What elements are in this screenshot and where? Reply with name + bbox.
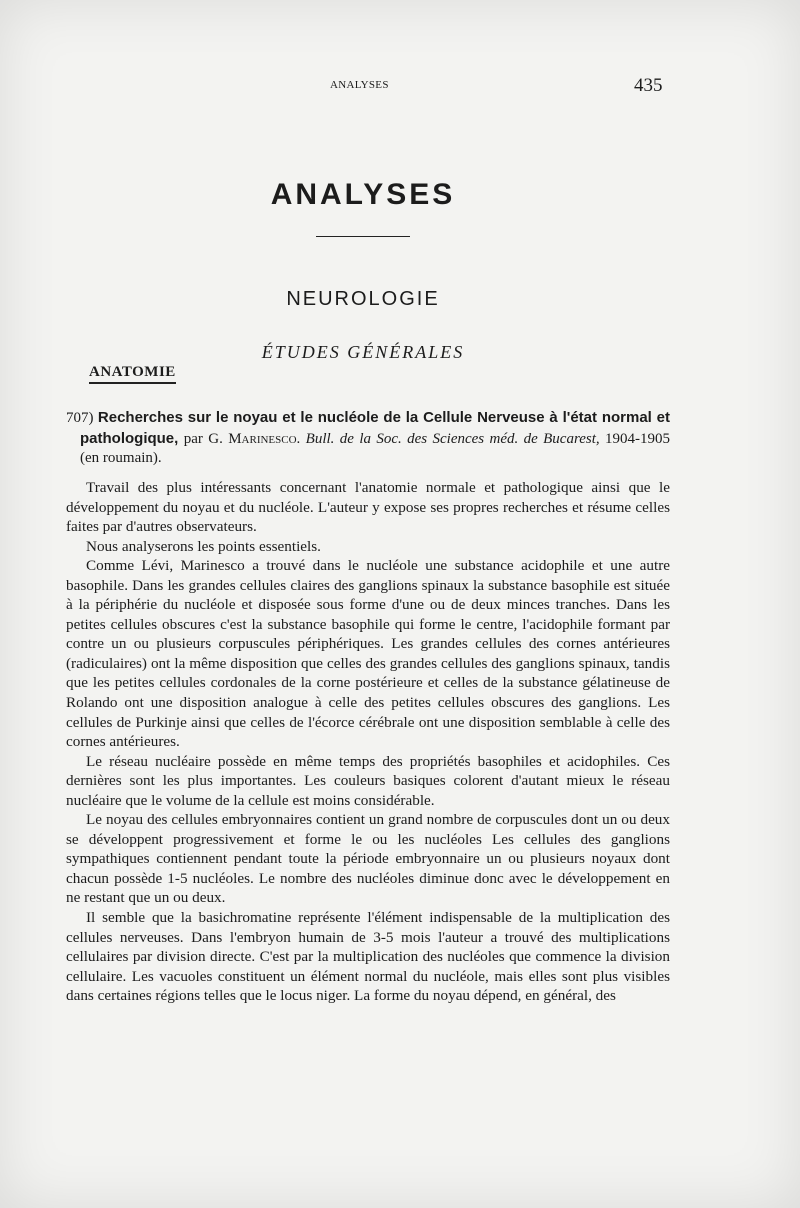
subsection-title: ÉTUDES GÉNÉRALES <box>261 342 465 362</box>
section-title: NEUROLOGIE <box>286 288 440 310</box>
abstract-entry-header <box>66 408 670 469</box>
abstract-body <box>66 478 670 1006</box>
title-rule <box>316 236 410 237</box>
running-head: ANALYSES <box>330 79 389 91</box>
paragraph: Travail des plus intéressants concernant l'anatomie normale et pathologique ainsi que le développement du noyau et du nucléole. L'auteur y expose ses propres recherches et résume celles faites par d'autres observateurs. <box>66 479 670 536</box>
page-title: ANALYSES <box>270 178 456 211</box>
category-label: ANATOMIE <box>89 364 176 384</box>
paragraph: Il semble que la basichromatine représente l'élément indispensable de la multiplication des cellules nerveuses. Dans l'embryon humain de 3-5 mois l'auteur a trouvé des multiplications cellulaires par division directe. C'est par la multiplication des nucléoles que commence la division cellulaire. Les vacuoles constituent un élément normal du nucléole, mais elles sont plus visibles dans certaines régions telles que le locus niger. La forme du noyau dépend, en général, des <box>66 909 670 1005</box>
entry-author: Marinesco. <box>228 430 301 447</box>
entry-years: 1904-1905 (en roumain). <box>80 430 671 466</box>
entry-author-initial: G. <box>208 430 223 447</box>
entry-title: Recherches sur le noyau et le nucléole de la Cellule Nerveuse à l'état normal et pathologique, <box>80 409 670 447</box>
paragraph: Comme Lévi, Marinesco a trouvé dans le nucléole une substance acidophile et une autre basophile. Dans les grandes cellules claires des ganglions spinaux la substance basophile est située à la périphérie du nucléole et disposée sous forme d'une ou de deux minces tranches. Dans les petites cellules obscures c'est la substance basophile qui forme le centre, l'acidophile formant par contre un ou plusieurs corpuscules périphériques. Les grandes cellules des cornes antérieures (radiculaires) ont la même disposition que celles des grandes cellules des ganglions spinaux, tandis que les petites cellules cordonales de la corne postérieure et celles de la substance gélatineuse de Rolando ont une disposition analogue à celle des petites cellules obscures des ganglions. Les cellules de Purkinje ainsi que celles de l'écorce cérébrale ont une disposition semblable à celle des cornes antérieures. <box>66 557 670 751</box>
paragraph: Le noyau des cellules embryonnaires contient un grand nombre de corpuscules dont un ou deux se développent progressivement et forme le ou les nucléoles Les cellules des ganglions sympathiques contiennent pendant toute la période embryonnaire un ou plusieurs noyaux dont chacun possède 1-5 nucléoles. Le nombre des nucléoles diminue donc avec le développement en ne restant que un ou deux. <box>66 811 670 907</box>
page-number: 435 <box>634 75 663 96</box>
paragraph: Nous analyserons les points essentiels. <box>86 537 321 555</box>
entry-journal: Bull. de la Soc. des Sciences méd. de Bucarest, <box>305 430 600 447</box>
entry-by: par <box>183 430 203 447</box>
paragraph: Le réseau nucléaire possède en même temps des propriétés basophiles et acidophiles. Ces dernières sont les plus importantes. Les couleurs basiques colorent d'autant mieux le réseau nucléaire que le volume de la cellule est moins considérable. <box>66 752 670 809</box>
entry-number: 707) <box>66 410 94 426</box>
